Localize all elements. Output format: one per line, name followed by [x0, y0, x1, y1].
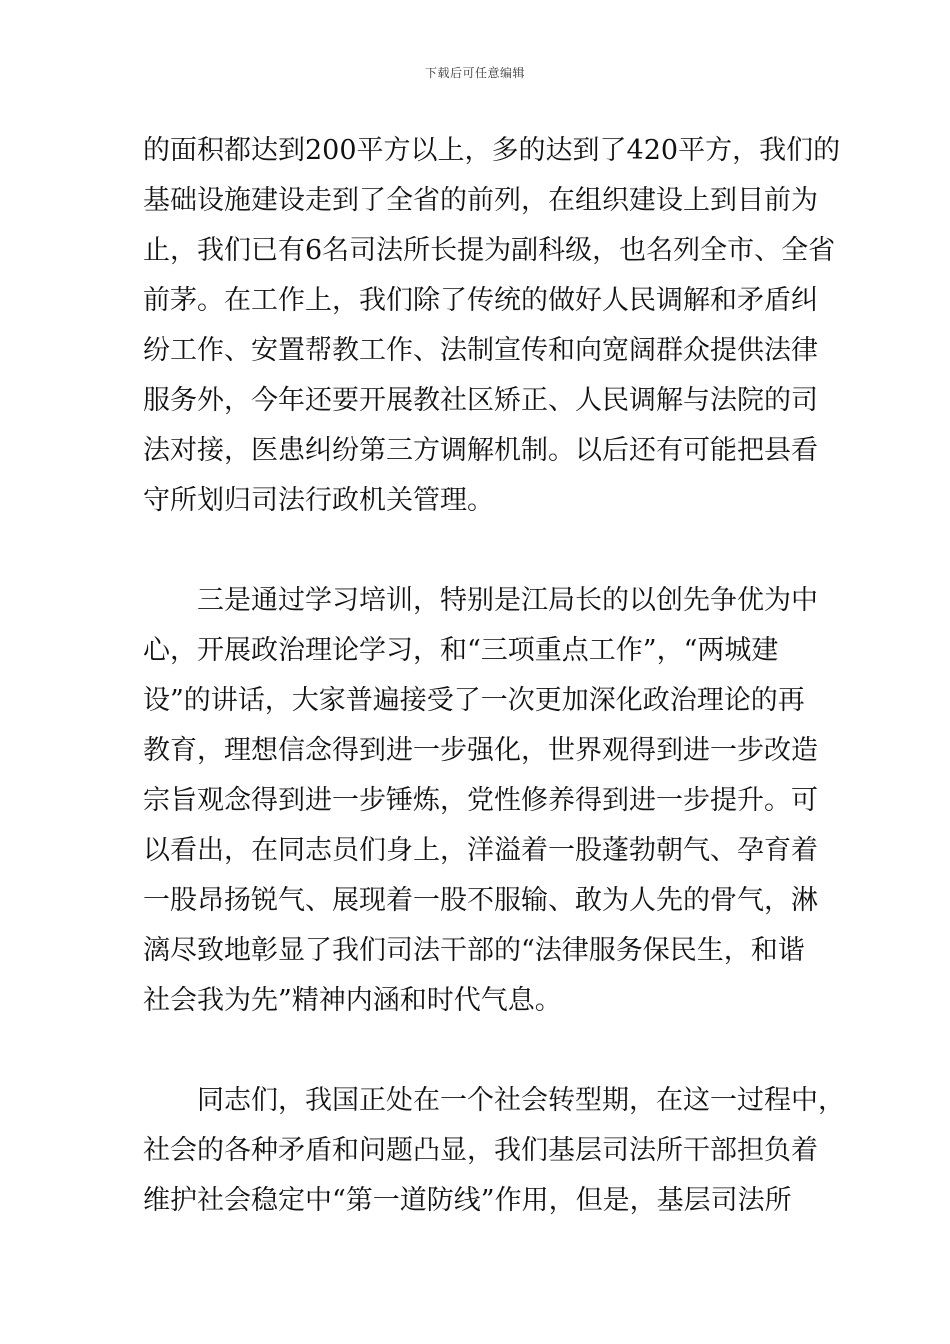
paragraph-2: [143, 576, 818, 1026]
page-header: 下载后可任意编辑: [424, 66, 525, 80]
text-line: 社会的各种矛盾和问题凸显，我们基层司法所干部担负着: [143, 1135, 818, 1166]
text-line: 三是通过学习培训，特别是江局长的以创先争优为中: [143, 585, 818, 616]
text-line: 止，我们已有6名司法所长提为副科级，也名列全市、全省: [143, 235, 836, 266]
text-line: 基础设施建设走到了全省的前列，在组织建设上到目前为: [143, 185, 818, 216]
text-line: 服务外，今年还要开展教社区矫正、人民调解与法院的司: [143, 385, 818, 416]
text-line: 以看出，在同志员们身上，洋溢着一股蓬勃朝气、孕育着: [143, 835, 818, 866]
text-line: 教育，理想信念得到进一步强化，世界观得到进一步改造: [143, 735, 818, 766]
text-line: 一股昂扬锐气、展现着一股不服输、敢为人先的骨气，淋: [143, 885, 818, 916]
text-line: 宗旨观念得到进一步锤炼，党性修养得到进一步提升。可: [143, 785, 818, 816]
paragraph-spacer: [143, 1026, 815, 1076]
text-line: 漓尽致地彰显了我们司法干部的“法律服务保民生，和谐: [143, 935, 805, 966]
text-line: 同志们，我国正处在一个社会转型期，在这一过程中，: [143, 1085, 845, 1116]
document-body: [143, 126, 845, 1226]
text-line: 设”的讲话，大家普遍接受了一次更加深化政治理论的再: [143, 685, 805, 716]
text-line: 维护社会稳定中“第一道防线”作用，但是，基层司法所: [143, 1185, 792, 1216]
text-line: 心，开展政治理论学习，和“三项重点工作”，“两城建: [143, 635, 779, 666]
paragraph-3: [143, 1076, 845, 1226]
text-line: 社会我为先”精神内涵和时代气息。: [143, 985, 562, 1016]
paragraph-1: [143, 126, 841, 526]
text-line: 前茅。在工作上，我们除了传统的做好人民调解和矛盾纠: [143, 285, 818, 316]
text-line: 守所划归司法行政机关管理。: [143, 485, 494, 516]
text-line: 纷工作、安置帮教工作、法制宣传和向宽阔群众提供法律: [143, 335, 818, 366]
paragraph-spacer: [143, 526, 815, 576]
text-line: 的面积都达到200平方以上，多的达到了420平方，我们的: [143, 135, 841, 166]
text-line: 法对接，医患纠纷第三方调解机制。以后还有可能把县看: [143, 435, 818, 466]
